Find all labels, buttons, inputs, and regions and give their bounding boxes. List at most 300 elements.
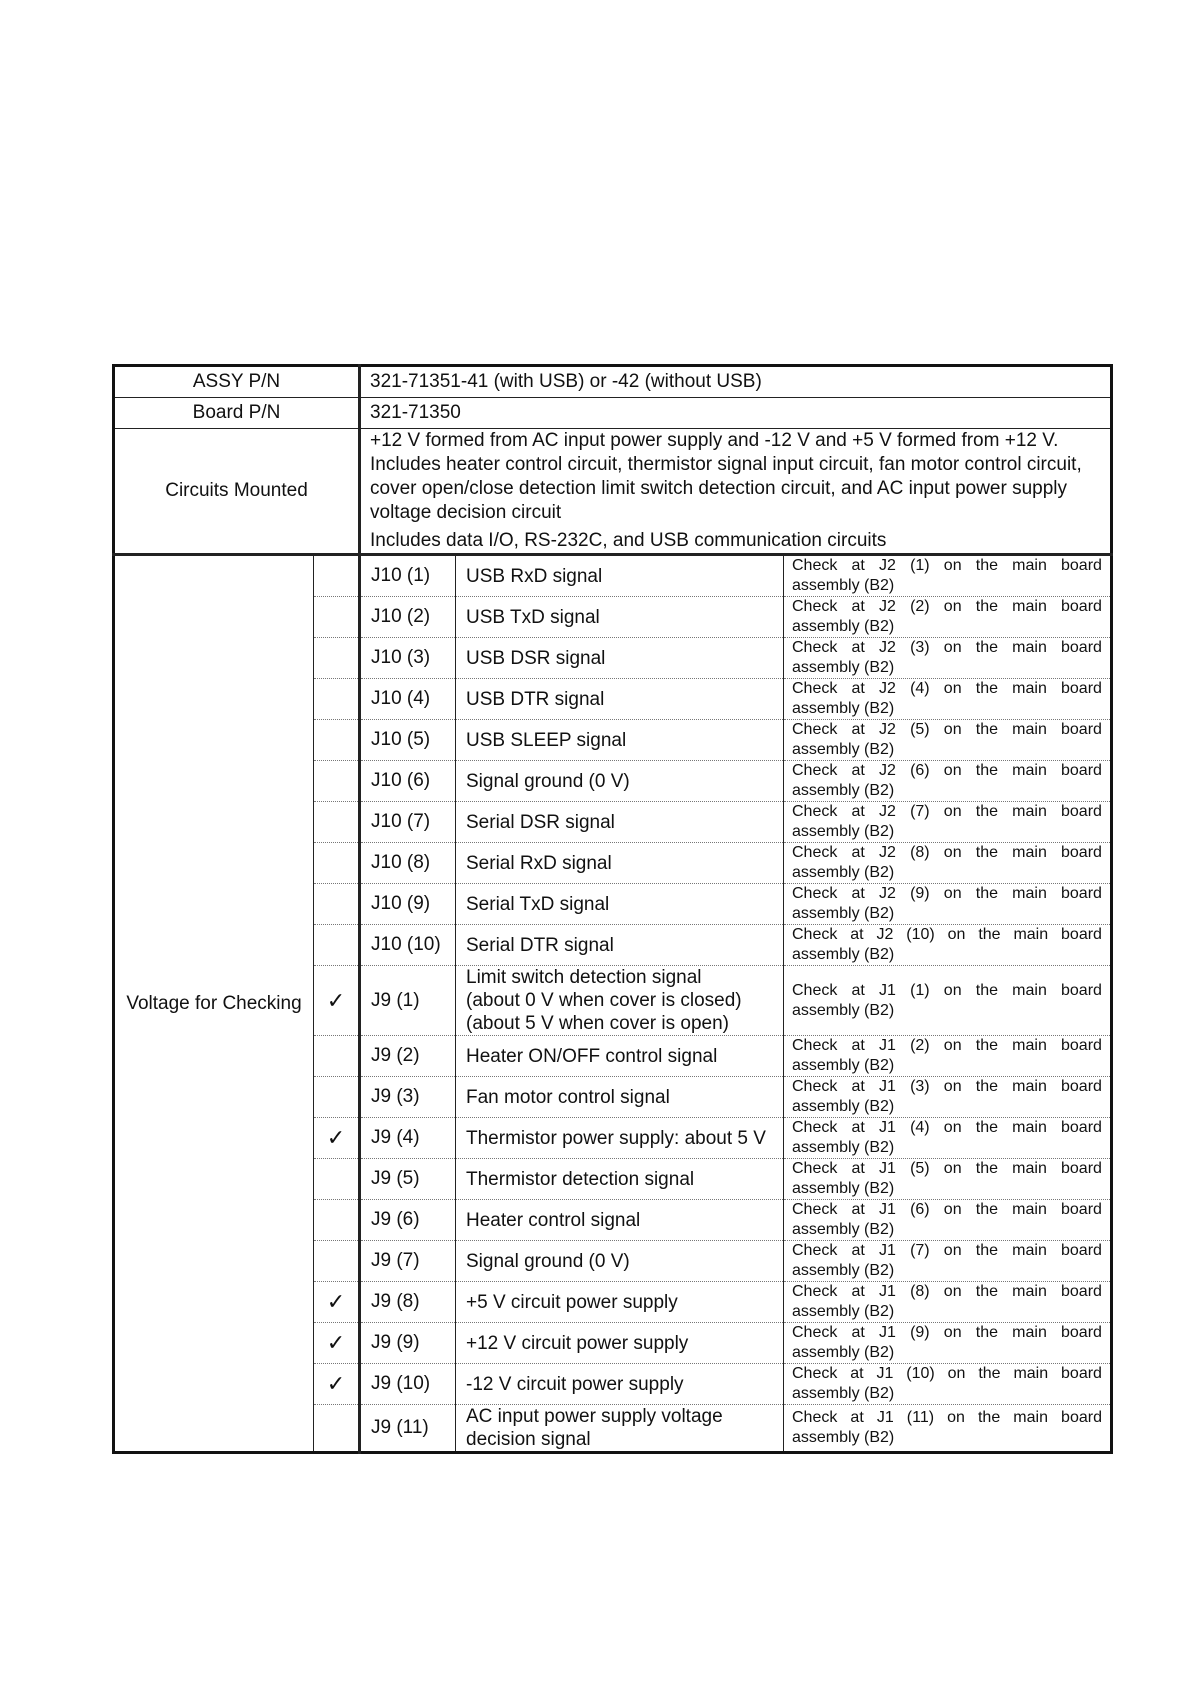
check-location-word: board <box>1061 803 1102 820</box>
check-location-word: main <box>1012 1242 1047 1259</box>
connector-pin-cell: J10 (1) <box>360 555 456 597</box>
check-mark-cell <box>314 679 360 720</box>
check-location-word: at <box>851 598 865 615</box>
check-location-line-2: assembly (B2) <box>792 946 895 963</box>
check-location-cell <box>784 884 1112 925</box>
check-location-word: J2 <box>879 721 896 738</box>
check-location-word: Check <box>792 1283 838 1300</box>
check-location-word: Check <box>792 762 838 779</box>
check-location-line-1 <box>792 1036 1102 1056</box>
check-location-line-1 <box>792 884 1102 904</box>
check-location-word: J2 <box>879 844 896 861</box>
check-location-word: Check <box>792 1201 838 1218</box>
check-location-word: (3) <box>910 639 930 656</box>
signal-description-cell <box>456 679 784 720</box>
check-location-word: on <box>943 762 962 779</box>
signal-description-line: AC input power supply voltage <box>466 1406 723 1427</box>
check-location-line-1 <box>792 1077 1102 1097</box>
check-mark-cell: ✓ <box>314 966 360 1036</box>
connector-pin-cell: J10 (10) <box>360 925 456 966</box>
check-location-word: the <box>975 1283 998 1300</box>
check-location-word: (7) <box>910 1242 930 1259</box>
check-location-word: at <box>850 926 864 943</box>
check-location-word: the <box>975 762 998 779</box>
board-pn-label: Board P/N <box>114 398 360 429</box>
check-location-word: J1 <box>879 1283 896 1300</box>
check-location-word: Check <box>792 1160 838 1177</box>
check-location-word: on <box>947 1409 965 1426</box>
connector-pin-cell: J10 (7) <box>360 802 456 843</box>
check-location-word: J2 <box>879 762 896 779</box>
check-location-line-2: assembly (B2) <box>792 1262 895 1279</box>
check-location-cell <box>784 1405 1112 1453</box>
check-location-word: at <box>851 1078 865 1095</box>
signal-description-cell <box>456 1036 784 1077</box>
circuits-row <box>114 429 1112 555</box>
check-location-cell <box>784 1118 1112 1159</box>
check-location-word: (1) <box>910 981 930 999</box>
check-location-word: the <box>975 803 998 820</box>
check-mark-cell <box>314 1159 360 1200</box>
check-location-word: on <box>943 680 962 697</box>
signal-description-line: Serial DTR signal <box>466 934 614 956</box>
signal-description-line: USB DTR signal <box>466 688 605 710</box>
check-location-word: board <box>1061 1037 1102 1054</box>
check-location-line-2: assembly (B2) <box>792 1180 895 1197</box>
check-location-line-1 <box>792 981 1102 1001</box>
check-location-word: main <box>1012 803 1047 820</box>
check-location-word: main <box>1012 844 1047 861</box>
check-mark-cell <box>314 1200 360 1241</box>
check-location-line-1 <box>792 638 1102 658</box>
check-location-word: J2 <box>876 926 894 943</box>
check-location-word: (9) <box>910 885 930 902</box>
check-location-word: J1 <box>879 1201 896 1218</box>
check-location-word: on <box>943 1037 962 1054</box>
check-location-word: on <box>943 981 962 999</box>
check-location-word: board <box>1061 639 1102 656</box>
check-location-word: on <box>947 1365 966 1382</box>
check-location-word: on <box>943 639 962 656</box>
check-location-word: the <box>975 885 998 902</box>
check-location-line-1 <box>792 1408 1102 1428</box>
check-location-word: board <box>1061 926 1102 943</box>
check-location-word: J1 <box>879 1078 896 1095</box>
check-location-word: (5) <box>910 721 930 738</box>
check-location-line-2: assembly (B2) <box>792 864 895 881</box>
signal-description-line: -12 V circuit power supply <box>466 1373 684 1395</box>
check-location-word: J1 <box>879 1242 896 1259</box>
check-location-word: on <box>943 803 962 820</box>
check-mark-cell <box>314 1405 360 1453</box>
check-location-word: board <box>1061 762 1102 779</box>
check-location-word: at <box>851 1242 865 1259</box>
check-location-line-2: assembly (B2) <box>792 905 895 922</box>
check-location-word: Check <box>792 639 838 656</box>
check-location-word: J1 <box>879 1160 896 1177</box>
check-location-line-2: assembly (B2) <box>792 1344 895 1361</box>
check-location-word: on <box>943 1242 962 1259</box>
check-location-word: board <box>1061 1160 1102 1177</box>
signal-description-line: Heater ON/OFF control signal <box>466 1045 718 1067</box>
check-location-line-2: assembly (B2) <box>792 1429 895 1446</box>
check-location-word: at <box>850 1365 864 1382</box>
check-location-line-2: assembly (B2) <box>792 782 895 799</box>
check-mark-cell <box>314 638 360 679</box>
check-mark-cell <box>314 597 360 638</box>
signal-description-line: Thermistor power supply: about 5 V <box>466 1127 766 1149</box>
signal-description-cell <box>456 597 784 638</box>
connector-pin-cell: J10 (2) <box>360 597 456 638</box>
check-location-word: the <box>975 981 998 999</box>
check-location-word: the <box>978 926 1001 943</box>
check-location-word: main <box>1012 885 1047 902</box>
check-location-word: (2) <box>910 598 930 615</box>
assy-pn-value: 321-71351-41 (with USB) or -42 (without USB) <box>360 366 1112 398</box>
check-location-word: (8) <box>910 1283 930 1300</box>
connector-pin-cell: J9 (7) <box>360 1241 456 1282</box>
check-location-word: board <box>1061 721 1102 738</box>
check-location-word: main <box>1012 1283 1047 1300</box>
check-location-word: at <box>851 762 865 779</box>
check-location-word: at <box>851 1037 865 1054</box>
check-location-word: on <box>943 721 962 738</box>
check-location-word: on <box>943 1201 962 1218</box>
check-location-cell <box>784 679 1112 720</box>
check-location-line-1 <box>792 720 1102 740</box>
circuits-paragraph-2: Includes data I/O, RS-232C, and USB communication circuits <box>370 530 887 551</box>
check-location-word: on <box>943 1078 962 1095</box>
check-location-word: on <box>947 926 966 943</box>
check-location-cell <box>784 1159 1112 1200</box>
check-location-word: main <box>1012 1037 1047 1054</box>
check-location-line-1 <box>792 1118 1102 1138</box>
signal-description-cell <box>456 1364 784 1405</box>
check-location-word: the <box>975 1037 998 1054</box>
connector-pin-cell: J9 (9) <box>360 1323 456 1364</box>
check-location-cell <box>784 1077 1112 1118</box>
connector-pin-cell: J9 (5) <box>360 1159 456 1200</box>
signal-description-line: Thermistor detection signal <box>466 1168 695 1190</box>
check-mark-cell: ✓ <box>314 1282 360 1323</box>
signal-description-cell <box>456 1241 784 1282</box>
check-location-line-1 <box>792 597 1102 617</box>
check-location-line-2: assembly (B2) <box>792 618 895 635</box>
connector-pin-cell: J10 (5) <box>360 720 456 761</box>
check-location-line-2: assembly (B2) <box>792 577 895 594</box>
check-location-cell <box>784 843 1112 884</box>
check-location-cell <box>784 555 1112 597</box>
check-location-word: Check <box>792 926 838 943</box>
connector-pin-cell: J9 (8) <box>360 1282 456 1323</box>
check-location-cell <box>784 925 1112 966</box>
check-mark-cell: ✓ <box>314 1323 360 1364</box>
check-location-line-2: assembly (B2) <box>792 1139 895 1156</box>
check-location-word: on <box>943 885 962 902</box>
check-location-line-1 <box>792 556 1102 576</box>
check-location-line-1 <box>792 679 1102 699</box>
check-location-word: on <box>943 1283 962 1300</box>
check-mark-cell <box>314 1241 360 1282</box>
connector-pin-cell: J10 (6) <box>360 761 456 802</box>
check-location-word: at <box>851 803 865 820</box>
signal-description-line: USB SLEEP signal <box>466 729 627 751</box>
check-location-word: (8) <box>910 844 930 861</box>
signal-description-cell <box>456 1200 784 1241</box>
connector-pin-cell: J9 (10) <box>360 1364 456 1405</box>
check-location-word: main <box>1012 1078 1047 1095</box>
signal-description-line: (about 5 V when cover is open) <box>466 1013 729 1034</box>
check-location-word: Check <box>792 1365 838 1382</box>
check-location-word: board <box>1061 557 1102 574</box>
check-location-word: board <box>1061 1283 1102 1300</box>
check-location-cell <box>784 638 1112 679</box>
check-location-line-1 <box>792 761 1102 781</box>
signal-description-cell <box>456 761 784 802</box>
check-location-word: at <box>850 1409 864 1426</box>
signal-description-cell <box>456 1077 784 1118</box>
check-location-word: Check <box>792 598 838 615</box>
check-location-cell <box>784 1200 1112 1241</box>
check-location-word: J2 <box>879 803 896 820</box>
check-location-word: board <box>1061 981 1102 999</box>
signal-description-cell <box>456 966 784 1036</box>
check-location-word: Check <box>792 1242 838 1259</box>
board-pn-value: 321-71350 <box>360 398 1112 429</box>
check-location-word: the <box>975 557 998 574</box>
signal-description-line: Serial DSR signal <box>466 811 615 833</box>
check-location-word: at <box>851 1324 865 1341</box>
check-location-word: board <box>1061 1201 1102 1218</box>
check-location-word: (3) <box>910 1078 930 1095</box>
check-location-word: the <box>975 844 998 861</box>
signal-description-cell <box>456 925 784 966</box>
check-location-word: board <box>1061 844 1102 861</box>
signal-description-line: Serial TxD signal <box>466 893 610 915</box>
check-location-line-2: assembly (B2) <box>792 700 895 717</box>
circuits-paragraph-1: +12 V formed from AC input power supply and -12 V and +5 V formed from +12 V. Includes heater control circuit, thermistor signal input circuit, fan motor control circuit, cover open/close detection limit switch detection circuit, and AC input power supply voltage decision circuit <box>370 430 1082 523</box>
check-location-word: board <box>1061 1078 1102 1095</box>
connector-pin-cell: J9 (2) <box>360 1036 456 1077</box>
check-location-word: (10) <box>906 1365 935 1382</box>
signal-description-cell <box>456 1405 784 1453</box>
connector-pin-cell: J9 (4) <box>360 1118 456 1159</box>
signal-description-line: USB TxD signal <box>466 606 600 628</box>
check-location-word: main <box>1012 1324 1047 1341</box>
check-location-word: Check <box>792 1324 838 1341</box>
signal-description-line: Fan motor control signal <box>466 1086 670 1108</box>
signal-description-cell <box>456 802 784 843</box>
check-location-cell <box>784 802 1112 843</box>
check-location-word: main <box>1012 557 1047 574</box>
connector-pin-cell: J9 (11) <box>360 1405 456 1453</box>
signal-description-line: Signal ground (0 V) <box>466 1250 630 1272</box>
check-location-word: (5) <box>910 1160 930 1177</box>
check-location-word: the <box>975 1119 998 1136</box>
check-location-word: J1 <box>879 1119 896 1136</box>
check-location-word: Check <box>792 557 838 574</box>
signal-description-line: decision signal <box>466 1429 591 1450</box>
check-location-word: at <box>851 885 865 902</box>
check-location-word: main <box>1012 981 1047 999</box>
check-location-word: the <box>975 721 998 738</box>
connector-pin-cell: J10 (9) <box>360 884 456 925</box>
check-location-word: (1) <box>910 557 930 574</box>
check-location-word: on <box>943 1119 962 1136</box>
check-location-word: Check <box>792 1409 838 1426</box>
check-location-cell <box>784 966 1112 1036</box>
signal-description-cell <box>456 555 784 597</box>
check-mark-cell <box>314 884 360 925</box>
check-location-word: J2 <box>879 557 896 574</box>
check-location-word: on <box>943 1160 962 1177</box>
check-location-cell <box>784 1364 1112 1405</box>
check-location-line-2: assembly (B2) <box>792 659 895 676</box>
check-location-line-2: assembly (B2) <box>792 823 895 840</box>
check-location-word: Check <box>792 1037 838 1054</box>
check-location-word: Check <box>792 1078 838 1095</box>
signal-description-cell <box>456 1118 784 1159</box>
check-location-word: board <box>1061 885 1102 902</box>
check-location-word: the <box>975 1160 998 1177</box>
signal-description-line: Limit switch detection signal <box>466 967 702 988</box>
check-location-word: (7) <box>910 803 930 820</box>
signal-description-cell <box>456 720 784 761</box>
check-mark-cell <box>314 1036 360 1077</box>
check-location-word: board <box>1061 680 1102 697</box>
check-location-word: J2 <box>879 885 896 902</box>
check-location-line-2: assembly (B2) <box>792 1385 895 1402</box>
check-location-line-1 <box>792 1200 1102 1220</box>
check-location-word: J1 <box>879 1324 896 1341</box>
signal-description-cell <box>456 1323 784 1364</box>
signal-description-line: Heater control signal <box>466 1209 641 1231</box>
check-location-line-2: assembly (B2) <box>792 1098 895 1115</box>
check-location-word: at <box>851 1201 865 1218</box>
check-location-line-2: assembly (B2) <box>792 1303 895 1320</box>
check-location-word: main <box>1012 762 1047 779</box>
check-location-word: (4) <box>910 1119 930 1136</box>
check-location-word: main <box>1013 1409 1048 1426</box>
check-mark-cell <box>314 761 360 802</box>
table-row <box>114 555 1112 597</box>
signal-description-line: USB DSR signal <box>466 647 606 669</box>
signal-description-cell <box>456 1159 784 1200</box>
check-location-word: main <box>1012 1201 1047 1218</box>
signal-description-line: USB RxD signal <box>466 565 603 587</box>
check-location-word: board <box>1061 598 1102 615</box>
check-location-word: at <box>851 680 865 697</box>
check-mark-cell: ✓ <box>314 1364 360 1405</box>
check-location-word: J2 <box>879 598 896 615</box>
check-location-word: (10) <box>906 926 935 943</box>
signal-description-line: (about 0 V when cover is closed) <box>466 990 742 1011</box>
check-location-word: (11) <box>906 1409 935 1426</box>
check-location-cell <box>784 1241 1112 1282</box>
check-location-word: J1 <box>879 1037 896 1054</box>
check-location-word: at <box>851 557 865 574</box>
voltage-for-checking-label: Voltage for Checking <box>114 555 314 1453</box>
assy-pn-label: ASSY P/N <box>114 366 360 398</box>
check-location-word: on <box>943 598 962 615</box>
check-location-word: the <box>975 1324 998 1341</box>
check-location-word: main <box>1012 1119 1047 1136</box>
connector-pin-cell: J10 (4) <box>360 679 456 720</box>
check-location-word: the <box>975 1201 998 1218</box>
check-location-word: Check <box>792 981 838 999</box>
signal-description-cell <box>456 638 784 679</box>
check-location-word: at <box>851 981 865 999</box>
check-location-word: at <box>851 639 865 656</box>
check-location-word: main <box>1012 1160 1047 1177</box>
check-location-word: J1 <box>879 981 896 999</box>
check-location-cell <box>784 597 1112 638</box>
check-location-word: board <box>1061 1324 1102 1341</box>
signal-description-line: +12 V circuit power supply <box>466 1332 689 1354</box>
connector-pin-cell: J9 (3) <box>360 1077 456 1118</box>
check-location-line-1 <box>792 1159 1102 1179</box>
check-location-line-2: assembly (B2) <box>792 1221 895 1238</box>
check-mark-cell <box>314 1077 360 1118</box>
check-location-word: main <box>1012 598 1047 615</box>
check-location-line-1 <box>792 1241 1102 1261</box>
check-location-cell <box>784 1323 1112 1364</box>
check-location-word: Check <box>792 844 838 861</box>
check-location-word: main <box>1012 639 1047 656</box>
check-location-line-1 <box>792 802 1102 822</box>
check-location-cell <box>784 1282 1112 1323</box>
check-location-word: J1 <box>876 1409 894 1426</box>
check-location-word: the <box>975 1242 998 1259</box>
check-location-word: board <box>1061 1409 1102 1426</box>
check-location-word: the <box>975 1078 998 1095</box>
check-mark-cell <box>314 555 360 597</box>
check-location-word: Check <box>792 721 838 738</box>
check-location-word: (9) <box>910 1324 930 1341</box>
connector-pin-cell: J9 (1) <box>360 966 456 1036</box>
board-spec-table <box>112 364 1113 1454</box>
check-location-word: the <box>975 598 998 615</box>
check-location-word: main <box>1012 721 1047 738</box>
check-location-word: Check <box>792 803 838 820</box>
signal-description-line: Serial RxD signal <box>466 852 612 874</box>
check-location-word: on <box>943 557 962 574</box>
check-location-cell <box>784 720 1112 761</box>
check-location-word: Check <box>792 680 838 697</box>
check-location-word: on <box>943 1324 962 1341</box>
check-location-word: the <box>975 639 998 656</box>
signal-description-cell <box>456 884 784 925</box>
check-location-word: on <box>943 844 962 861</box>
check-location-word: the <box>978 1365 1001 1382</box>
check-location-word: at <box>851 844 865 861</box>
connector-pin-cell: J9 (6) <box>360 1200 456 1241</box>
check-mark-cell <box>314 843 360 884</box>
check-location-word: J2 <box>879 680 896 697</box>
check-location-word: at <box>851 1160 865 1177</box>
signal-description-line: Signal ground (0 V) <box>466 770 630 792</box>
check-location-word: board <box>1061 1242 1102 1259</box>
check-location-word: at <box>851 721 865 738</box>
check-location-word: Check <box>792 885 838 902</box>
check-mark-cell <box>314 925 360 966</box>
check-location-line-1 <box>792 1282 1102 1302</box>
board-pn-row <box>114 398 1112 429</box>
circuits-label: Circuits Mounted <box>114 429 360 555</box>
connector-pin-cell: J10 (3) <box>360 638 456 679</box>
check-location-word: Check <box>792 1119 838 1136</box>
check-location-line-1 <box>792 1323 1102 1343</box>
